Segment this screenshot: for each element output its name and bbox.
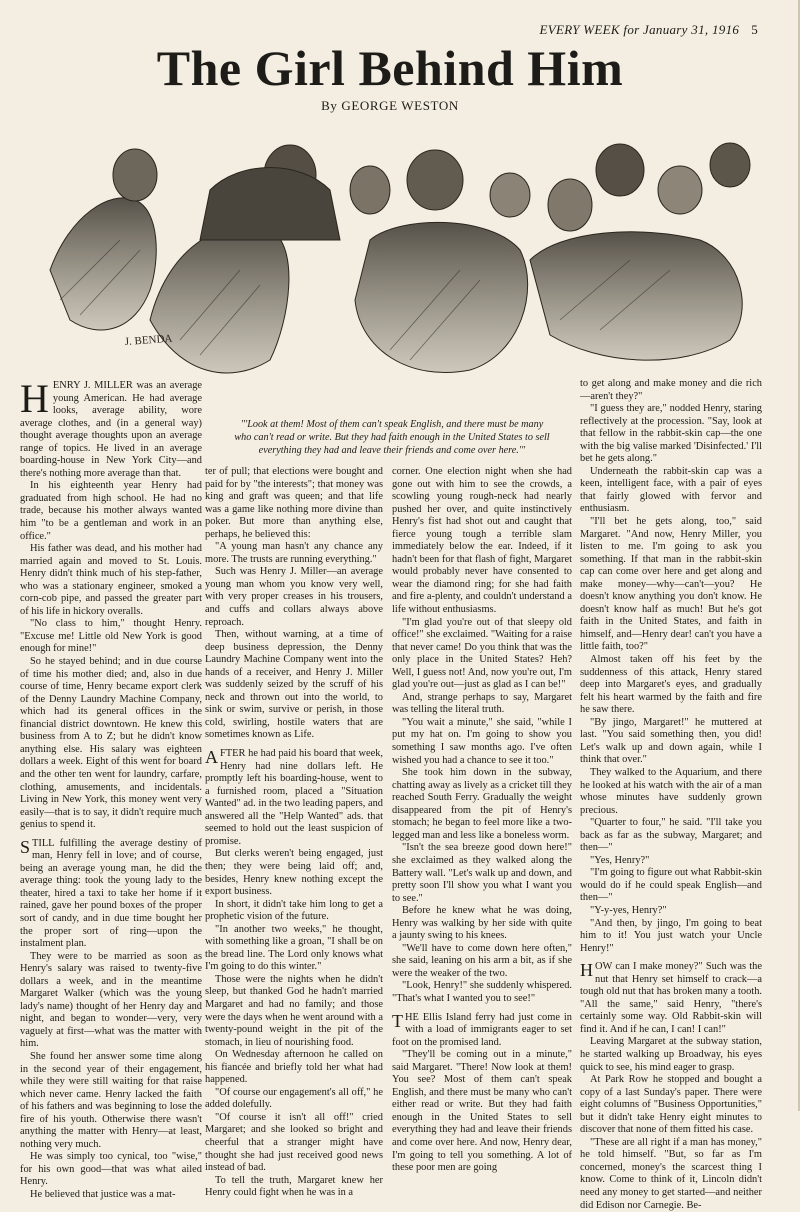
paragraph: To tell the truth, Margaret knew her Henry could fight when he was in a [205,1174,383,1199]
paragraph [20,376,202,480]
illustration-signature: J. BENDA [124,332,173,348]
immigrants-illustration [40,120,760,392]
paragraph: "You wait a minute," she said, "while I put my hat on. I'm going to show you something I saw months ago. I've often wished you had a chance to see it too." [392,716,572,766]
paragraph: "Quarter to four," he said. "I'll take you back as far as the subway, Margaret; and then—" [580,817,762,854]
paragraph-text: HE Ellis Island ferry had just come in with a load of immigrants eager to set foot on the promised land. [392,1011,572,1048]
paragraph: "These are all right if a man has money," he told himself. "But, so far as I'm concerned, money's the scarcest thing I know. Come to think of it, Lincoln didn't need any money to get started—and neither did Edison nor Carnegie. Be- [580,1136,762,1211]
paragraph [392,1012,572,1050]
paragraph: "I'm glad you're out of that sleepy old office!" she exclaimed. "Waiting for a raise that never came! Do you think that was the only place in the United States? Heh? Well, I guess not! And, now you're out, I'm glad you're out—just as glad as I can be!" [392,616,572,691]
paragraph: In his eighteenth year Henry had graduated from high school. He had no trade, because his mother always wanted him "to be a gentleman and work in an office." [20,480,202,542]
paragraph: corner. One election night when she had gone out with him to see the crowds, a scowling young rough-neck had nearly pushed her over, and quite instinctively Henry's fist had shot out and caught that fierce young tough a terrible slam immediately below the ear. Indeed, if it hadn't been for that flash of fight, Margaret would probably never have consented to wear the diamond ring; for she had faith and fire a-plenty, and couldn't understand a life without enthusiasms. [392,466,572,616]
paragraph-text: TILL fulfilling the average destiny of man, Henry fell in love; and of course, being an average young man, he did the average thing: took the young lady to the theater, hired a taxi to take her home if it rained, gave her pound boxes of the proper sort of candy, and in due time bought her the proper sort of ring—upon the instalment plan. [20,837,202,950]
paragraph: At Park Row he stopped and bought a copy of a last Sunday's paper. There were eight columns of "Business Opportunities," but it didn't take Henry eight minutes to discover that none of them fitted his case. [580,1074,762,1136]
paragraph: "I'm going to figure out what Rabbit-skin would do if he could speak English—and then—" [580,867,762,904]
paragraph [20,838,202,951]
paragraph: And, strange perhaps to say, Margaret was telling the literal truth. [392,691,572,716]
page-number: 5 [751,22,758,37]
paragraph-text: OW can I make money?" Such was the nut that Henry set himself to crack—a tough old nut that has broken many a tooth. "All the same," said Henry, "there's certainly some way. Old Rabbit-skin will find it. And if he can, I can! I can!" [580,961,762,1035]
paragraph: "Yes, Henry?" [590,854,650,866]
paragraph: Before he knew what he was doing, Henry was walking by her side with quite a jaunty swing to his knees. [392,905,572,942]
running-header [539,22,758,38]
paragraph: She found her answer some time along in the second year of their engagement, while they were still waiting for that raise which never came. Henry lacked the faith of his fathers and was beginning to lose the fire of his youth. Otherwise there wasn't anything the matter with Henry—at least, nothing very much. [20,1050,202,1150]
paragraph [205,748,383,848]
drop-cap: H [20,376,49,421]
paragraph: "Isn't the sea breeze good down here!" she exclaimed as they walked along the Battery wall. "Let's walk up and down, and pretty soon I'll show you what I want you to see." [392,842,572,904]
paragraph: "And then, by jingo, I'm going to beat him to it! You just watch your Uncle Henry!" [580,917,762,954]
paragraph: Such was Henry J. Miller—an average young man whom you know very well, with very proper creases in his trousers, and cuffs and collars always above reproach. [205,566,383,628]
illustration-caption: "'Look at them! Most of them can't speak English, and there must be many who can't read or write. But they had faith enough in the United States to sell everything they had and leave their friends and come over here.'" [234,419,550,456]
paragraph: "Of course it isn't all off!" cried Margaret; and she looked so bright and cheerful that a stranger might have thought she had just received good news instead of bad. [205,1111,383,1174]
paragraph: "Look, Henry!" she suddenly whispered. "That's what I wanted you to see!" [392,980,572,1004]
paragraph: He believed that justice was a mat- [30,1189,176,1200]
paragraph: Those were the nights when he didn't sleep, but thanked God he hadn't married Margaret and had no family; and those were the days when he went around with a twenty-pound weight in the pit of the stomach, in lieu of nourishing food. [205,973,383,1048]
paragraph: "A young man hasn't any chance any more. The trusts are running everything." [205,541,383,565]
paragraph: They walked to the Aquarium, and there he looked at his watch with the air of a man whose minutes have suddenly grown precious. [580,766,762,816]
paragraph: "No class to him," thought Henry. "Excuse me! Little old New York is good enough for mine!" [20,618,202,655]
paragraph: "Of course our engagement's all off," he added dolefully. [205,1086,383,1111]
paragraph: "They'll be coming out in a minute," said Margaret. "There! Now look at them! You see? Most of them can't speak English, and there must be many who can't either read or write. But they had faith enough in the United States to sell everything they had and leave their friends and come over here. And now, Henry dear, I'm going to tell you something. A lot of these poor men are going [392,1049,572,1174]
paragraph: "I'll bet he gets along, too," said Margaret. "And now, Henry Miller, you listen to me. I'm going to ask you something. If that man in the rabbit-skin cap can come over here and get along and make money—why—can't—you? He doesn't know anything you don't know. He doesn't know half as much! But he's got faith in the United States, and faith in himself, and—Henry dear! can't you have a little faith, too?" [580,516,762,653]
paragraph: "In another two weeks," he thought, with something like a groan, "I shall be on the bread line. The Lord only knows what I'm going to do this winter." [205,923,383,973]
paragraph: On Wednesday afternoon he called on his fiancée and briefly told her what had happened. [205,1049,383,1086]
paragraph: Leaving Margaret at the subway station, he started walking up Broadway, his eyes quick to see, his mind eager to grasp. [580,1036,762,1073]
section-cap: S [20,836,31,857]
paragraph: Underneath the rabbit-skin cap was a keen, intelligent face, with a pair of eyes that fairly glowed with fervor and enthusiasm. [580,465,762,515]
section-cap: T [392,1010,403,1031]
paragraph: Then, without warning, at a time of deep business depression, the Denny Laundry Machine Company went into the hands of a receiver, and Henry J. Miller was suddenly seized by the scruff of his neck and thrown out into the world, to sink or swim, survive or perish, in those cold, swirling, hostile waters that are sometimes known as Life. [205,629,383,741]
column-1 [20,376,202,1200]
section-cap: A [205,747,218,768]
paragraph: In short, it didn't take him long to get a prophetic vision of the future. [205,898,383,923]
paragraph-text: ENRY J. MILLER was an average young American. He had average looks, average ability, wore average clothes, and (in a general way) thought average thoughts upon an average range of topics. He lived in an average boarding-house in New York City—and there's nothing more average than that. [20,380,202,479]
column-4 [580,378,762,1211]
paragraph: But clerks weren't being engaged, just then; they were being laid off; and, besides, Henry knew nothing except the export business. [205,848,383,898]
section-cap: H [580,960,593,981]
column-3 [392,466,572,1174]
paragraph-text: FTER he had paid his board that week, Henry had nine dollars left. He promptly left his boarding-house, went to a furnished room, placed a "Situation Wanted" ad. in the two leading papers, and answered all the "Help Wanted" ads. that seemed to hold out the least suspicion of promise. [205,748,383,847]
paragraph: to get along and make money and die rich—aren't they?" [580,378,762,402]
paragraph: "Y-y-yes, Henry?" [590,904,667,916]
byline: By GEORGE WESTON [321,98,459,113]
paragraph: They were to be married as soon as Henry's salary was raised to twenty-five dollars a week, and in the meantime Margaret Walker (which was the young lady's name) thought of her Henry day and night, and began to wonder—very, very vaguely at first—what was the matter with him. [20,950,202,1050]
paragraph: Almost taken off his feet by the suddenness of this attack, Henry stared deep into Margaret's eyes, and gradually felt his heart warmed by the faith and fire he saw there. [580,654,762,716]
paragraph: His father was dead, and his mother had married again and moved to St. Louis. Henry didn't think much of his step-father, who was a stationary engineer, smoked a corn-cob pipe, and passed the greater part of his life in hickory overalls. [20,543,202,617]
paragraph: ter of pull; that elections were bought and paid for by "the interests"; that money was king and graft was queen; and that life was a game like nothing more divine than poker. But more than anything else, perhaps, he believed this: [205,466,383,540]
article-title: The Girl Behind Him [156,40,624,96]
paragraph: He was simply too cynical, too "wise," for his own good—that was what ailed Henry. [20,1151,202,1188]
running-title: EVERY WEEK for January 31, 1916 [539,22,740,37]
paragraph: "I guess they are," nodded Henry, staring reflectively at the procession. "Say, look at that fellow in the rabbit-skin cap—the one with the big valise marked 'Disinfected.' I'll bet he gets along." [580,403,762,465]
paragraph: So he stayed behind; and in due course of time his mother died; and, also in due course of time, Henry became export clerk of the Denny Laundry Machine Company, which had its general offices in the financial district downtown. He knew this business from A to Z; but he didn't know anything else. His salary was eighteen dollars a week. Eight of this went for board and the other ten went for laundry, carfare, clothing, amusements, and incidentals. Living in New York, this money went very easily—that is to say, it didn't require much genius to spend it. [20,656,202,831]
paragraph: "By jingo, Margaret!" he muttered at last. "You said something then, you did! Let's walk up and down again, while I think that over." [580,716,762,766]
column-2 [205,466,383,1199]
paragraph: "We'll have to come down here often," she said, leaning on his arm a bit, as if she were the weaker of the two. [392,942,572,979]
paragraph [580,961,762,1036]
paragraph: She took him down in the subway, chatting away as lively as a cricket till they reached South Ferry. Gradually the weight disappeared from the pit of Henry's stomach; he began to feel more like a two-legged man and less like a boneless worm. [392,767,572,841]
